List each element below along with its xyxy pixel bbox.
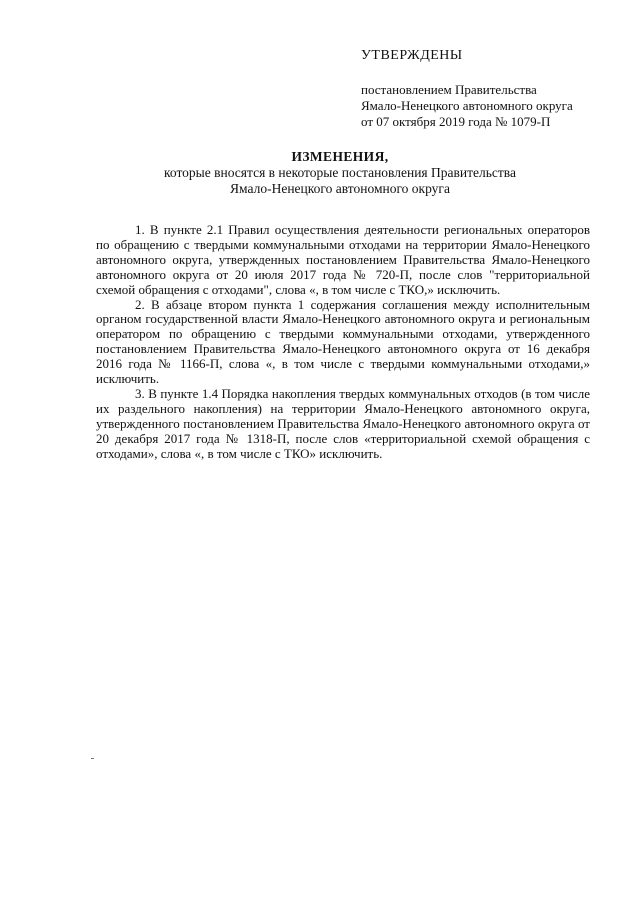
- item-paragraph-2: 2. В абзаце втором пункта 1 содержания соглашения между исполнительным органом государственной власти Ямало-Ненецкого автономного округа и региональным оператором по обращению с твердыми коммунальными отходами, утвержденного постановлением Правительства Ямало-Ненецкого автономного округа от 16 декабря 2016 года № 1166-П, слова «, в том числе с твердыми коммунальными отходами,» исключить.: [96, 296, 590, 387]
- item-paragraph-1: 1. В пункте 2.1 Правил осуществления деятельности региональных операторов по обращению с твердыми коммунальными отходами на территории Ямало-Ненецкого автономного округа, утвержденных постановлением Правительства Ямало-Ненецкого автономного округа от 20 июля 2017 года № 720-П, после слов "территориальной схемой обращения с отходами", слова «, в том числе с ТКО,» исключить.: [96, 222, 590, 297]
- approval-title: УТВЕРЖДЕНЫ: [361, 48, 463, 63]
- document-body: [96, 223, 590, 462]
- document-heading: [90, 149, 590, 197]
- scan-mark: [91, 758, 94, 759]
- heading-subtitle-line-2: Ямало-Ненецкого автономного округа: [230, 181, 450, 196]
- approval-line-3: от 07 октября 2019 года № 1079-П: [361, 114, 551, 129]
- item-paragraph-3: 3. В пункте 1.4 Порядка накопления твердых коммунальных отходов (в том числе их раздельного накопления) на территории Ямало-Ненецкого автономного округа, утвержденного постановлением Правительства Ямало-Ненецкого автономного округа от 20 декабря 2017 года № 1318-П, после слов «территориальной схемой обращения с отходами», слова «, в том числе с ТКО» исключить.: [96, 385, 590, 461]
- approval-line-1: постановлением Правительства: [361, 82, 537, 97]
- heading-title: ИЗМЕНЕНИЯ,: [291, 149, 389, 164]
- approval-line-2: Ямало-Ненецкого автономного округа: [361, 98, 573, 113]
- heading-subtitle-line-1: которые вносятся в некоторые постановления Правительства: [164, 165, 516, 180]
- approval-block: [361, 48, 611, 130]
